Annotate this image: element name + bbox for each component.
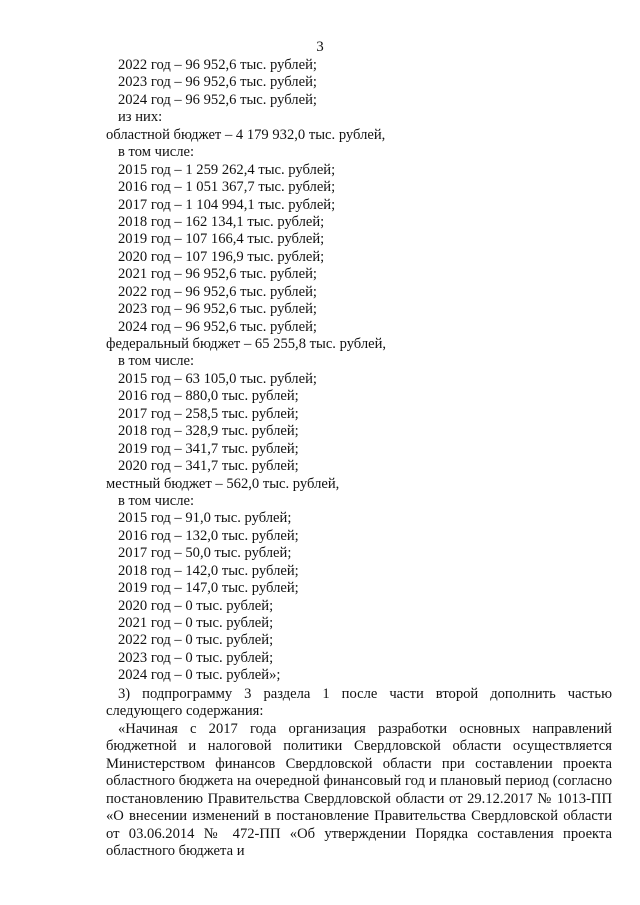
budget-source-line: федеральный бюджет – 65 255,8 тыс. рублей, bbox=[106, 336, 387, 352]
budget-line: 2017 год – 258,5 тыс. рублей; bbox=[118, 405, 299, 422]
budget-line-list bbox=[0, 57, 640, 685]
budget-line: 2022 год – 96 952,6 тыс. рублей; bbox=[118, 57, 317, 73]
budget-line: из них: bbox=[118, 109, 163, 126]
budget-line: в том числе: bbox=[118, 144, 195, 161]
paragraph-text: «Начиная с 2017 года организация разработки основных направлений бюджетной и налоговой политики Свердловской области осуществляется Министерством финансов Свердловской области при составлении проекта областного бюджета на очередной финансовый год и плановый период (согласно постановлению Правительства Свердловской области от 29.12.2017 № 1013-ПП «О внесении изменений в постановление Правительства Свердловской области от 03.06.2014 № 472-ПП «Об утверждении Порядка составления проекта областного бюджета и bbox=[106, 721, 612, 860]
budget-line: 2022 год – 96 952,6 тыс. рублей; bbox=[118, 283, 317, 300]
budget-line: 2017 год – 50,0 тыс. рублей; bbox=[118, 545, 292, 562]
budget-line: в том числе: bbox=[118, 353, 195, 370]
budget-line: в том числе: bbox=[118, 492, 195, 509]
budget-line: 2015 год – 1 259 262,4 тыс. рублей; bbox=[118, 161, 336, 178]
budget-line: 2022 год – 0 тыс. рублей; bbox=[118, 632, 274, 649]
budget-line: 2015 год – 63 105,0 тыс. рублей; bbox=[118, 370, 317, 387]
budget-line: 2019 год – 107 166,4 тыс. рублей; bbox=[118, 231, 325, 248]
budget-line: 2024 год – 0 тыс. рублей»; bbox=[118, 667, 281, 684]
budget-line: 2024 год – 96 952,6 тыс. рублей; bbox=[118, 318, 317, 335]
budget-line: 2021 год – 0 тыс. рублей; bbox=[118, 615, 274, 631]
page-number: 3 bbox=[316, 39, 324, 55]
budget-line: 2023 год – 96 952,6 тыс. рублей; bbox=[118, 74, 317, 91]
budget-line: 2020 год – 107 196,9 тыс. рублей; bbox=[118, 248, 325, 265]
amendment-paragraph bbox=[106, 686, 612, 721]
budget-source-line: местный бюджет – 562,0 тыс. рублей, bbox=[106, 475, 340, 492]
budget-line: 2018 год – 142,0 тыс. рублей; bbox=[118, 562, 299, 579]
budget-line: 2023 год – 96 952,6 тыс. рублей; bbox=[118, 301, 317, 318]
paragraph-text: 3) подпрограмму 3 раздела 1 после части второй дополнить частью следующего содержания: bbox=[106, 686, 612, 720]
budget-line: 2024 год – 96 952,6 тыс. рублей; bbox=[118, 91, 317, 108]
budget-line: 2016 год – 880,0 тыс. рублей; bbox=[118, 388, 299, 405]
budget-line: 2020 год – 341,7 тыс. рублей; bbox=[118, 458, 299, 475]
budget-line: 2016 год – 1 051 367,7 тыс. рублей; bbox=[118, 179, 336, 196]
budget-line: 2023 год – 0 тыс. рублей; bbox=[118, 649, 274, 666]
budget-line: 2016 год – 132,0 тыс. рублей; bbox=[118, 527, 299, 544]
quoted-paragraph bbox=[106, 721, 612, 861]
budget-line: 2018 год – 328,9 тыс. рублей; bbox=[118, 423, 299, 440]
budget-line: 2018 год – 162 134,1 тыс. рублей; bbox=[118, 213, 325, 230]
budget-line: 2017 год – 1 104 994,1 тыс. рублей; bbox=[118, 196, 336, 213]
budget-line: 2019 год – 147,0 тыс. рублей; bbox=[118, 580, 299, 597]
budget-line: 2015 год – 91,0 тыс. рублей; bbox=[118, 510, 292, 527]
budget-source-line: областной бюджет – 4 179 932,0 тыс. рублей, bbox=[106, 126, 386, 143]
budget-line: 2019 год – 341,7 тыс. рублей; bbox=[118, 440, 299, 457]
budget-line: 2020 год – 0 тыс. рублей; bbox=[118, 597, 274, 614]
budget-line: 2021 год – 96 952,6 тыс. рублей; bbox=[118, 266, 317, 283]
